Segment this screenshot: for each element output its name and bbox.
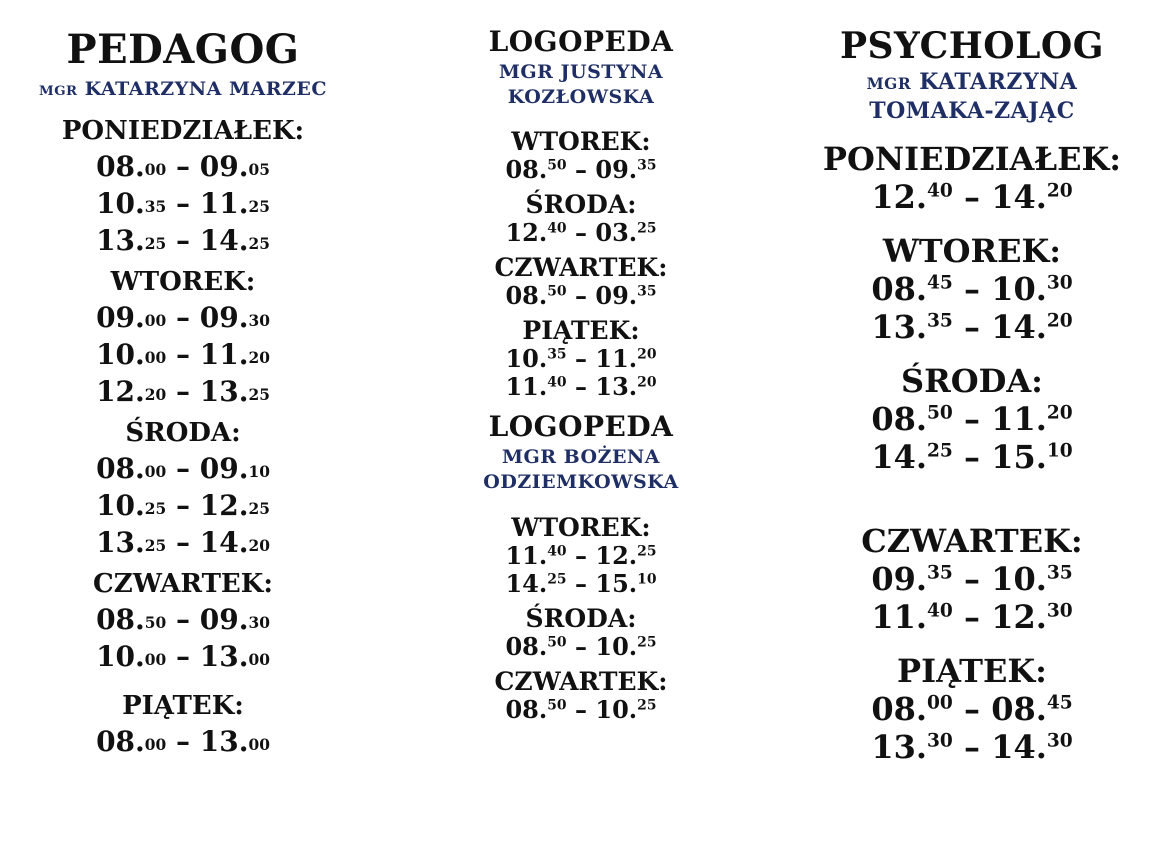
day-label: CZWARTEK:: [93, 568, 273, 599]
time-range: 08.00 – 13.00: [96, 724, 270, 758]
day-label: ŚRODA:: [901, 362, 1043, 401]
day-block: [796, 232, 1148, 347]
day-label: PONIEDZIAŁEK:: [822, 140, 1122, 179]
time-range: 10.00 – 11.20: [96, 337, 270, 371]
role-title: PEDAGOG: [66, 26, 300, 73]
time-range: 09.35 – 10.35: [871, 560, 1073, 599]
time-range: 09.00 – 09.30: [96, 300, 270, 334]
time-range: 10.35 – 11.20: [505, 344, 657, 374]
day-block: [8, 690, 358, 758]
name-line: TOMAKA-ZAJĄC: [869, 97, 1075, 124]
pedagog-column: [8, 0, 358, 756]
day-block: [8, 115, 358, 257]
time-range: 08.50 – 10.25: [505, 631, 657, 661]
day-label: WTOREK:: [511, 127, 651, 157]
day-block: [408, 127, 754, 185]
time-range: 13.30 – 14.30: [871, 728, 1073, 767]
role-title: LOGOPEDA: [488, 410, 674, 444]
person-name: [408, 60, 754, 109]
day-block: [796, 362, 1148, 477]
time-range: 08.50 – 09.30: [96, 602, 270, 636]
day-label: ŚRODA:: [525, 190, 637, 220]
day-block: [8, 568, 358, 673]
time-range: 12.40 – 14.20: [871, 178, 1073, 217]
time-range: 12.20 – 13.25: [96, 374, 270, 408]
time-range: 08.50 – 09.35: [505, 281, 657, 311]
time-range: 11.40 – 12.30: [871, 598, 1073, 637]
day-label: PIĄTEK:: [522, 316, 640, 346]
time-range: 11.40 – 12.25: [505, 540, 657, 570]
time-range: 08.00 – 08.45: [871, 690, 1073, 729]
time-range: 13.25 – 14.20: [96, 525, 270, 559]
day-label: WTOREK:: [110, 266, 256, 297]
logopeda-column: [408, 0, 754, 722]
person-name: [796, 68, 1148, 125]
psycholog-column: [796, 0, 1148, 767]
time-range: 08.50 – 10.25: [505, 694, 657, 724]
time-range: 12.40 – 03.25: [505, 218, 657, 248]
day-block: [408, 253, 754, 311]
title-prefix: MGR: [866, 75, 912, 93]
day-label: ŚRODA:: [125, 417, 241, 448]
day-block: [408, 316, 754, 402]
name-line: ODZIEMKOWSKA: [483, 471, 679, 494]
name-line: KATARZYNA MARZEC: [84, 78, 328, 100]
day-label: CZWARTEK:: [861, 522, 1083, 561]
day-block: [796, 652, 1148, 767]
title-prefix: MGR: [38, 84, 78, 99]
day-label: PIĄTEK:: [122, 690, 244, 721]
name-line: MGR BOŻENA: [501, 446, 661, 469]
day-label: PIĄTEK:: [897, 652, 1047, 691]
person-name: [408, 445, 754, 494]
day-block: [408, 190, 754, 248]
day-label: ŚRODA:: [525, 603, 637, 633]
role-title: PSYCHOLOG: [839, 25, 1105, 67]
name-line: MGR JUSTYNA: [498, 61, 664, 83]
day-label: PONIEDZIAŁEK:: [61, 115, 305, 146]
day-block: [796, 522, 1148, 637]
time-range: 08.00 – 09.05: [96, 149, 270, 183]
person-name: [8, 77, 358, 102]
day-label: WTOREK:: [511, 512, 651, 542]
time-range: 14.25 – 15.10: [505, 568, 657, 598]
day-label: CZWARTEK:: [494, 253, 668, 283]
time-range: 10.00 – 13.00: [96, 639, 270, 673]
time-range: 13.35 – 14.20: [871, 308, 1073, 347]
day-block: [408, 512, 754, 598]
time-range: 08.45 – 10.30: [871, 270, 1073, 309]
day-block: [8, 417, 358, 559]
day-block: [8, 266, 358, 408]
time-range: 10.25 – 12.25: [96, 488, 270, 522]
time-range: 13.25 – 14.25: [96, 223, 270, 257]
day-block: [408, 666, 754, 724]
time-range: 10.35 – 11.25: [96, 186, 270, 220]
time-range: 14.25 – 15.10: [871, 438, 1073, 477]
time-range: 08.00 – 09.10: [96, 451, 270, 485]
day-label: CZWARTEK:: [494, 666, 668, 696]
role-title: LOGOPEDA: [488, 25, 674, 58]
name-line: KOZŁOWSKA: [507, 85, 655, 108]
time-range: 08.50 – 11.20: [871, 400, 1073, 439]
day-block: [408, 603, 754, 661]
day-block: [796, 140, 1148, 217]
time-range: 08.50 – 09.35: [505, 155, 657, 185]
name-line: KATARZYNA: [919, 69, 1078, 95]
time-range: 11.40 – 13.20: [505, 372, 657, 402]
day-label: WTOREK:: [882, 232, 1062, 271]
